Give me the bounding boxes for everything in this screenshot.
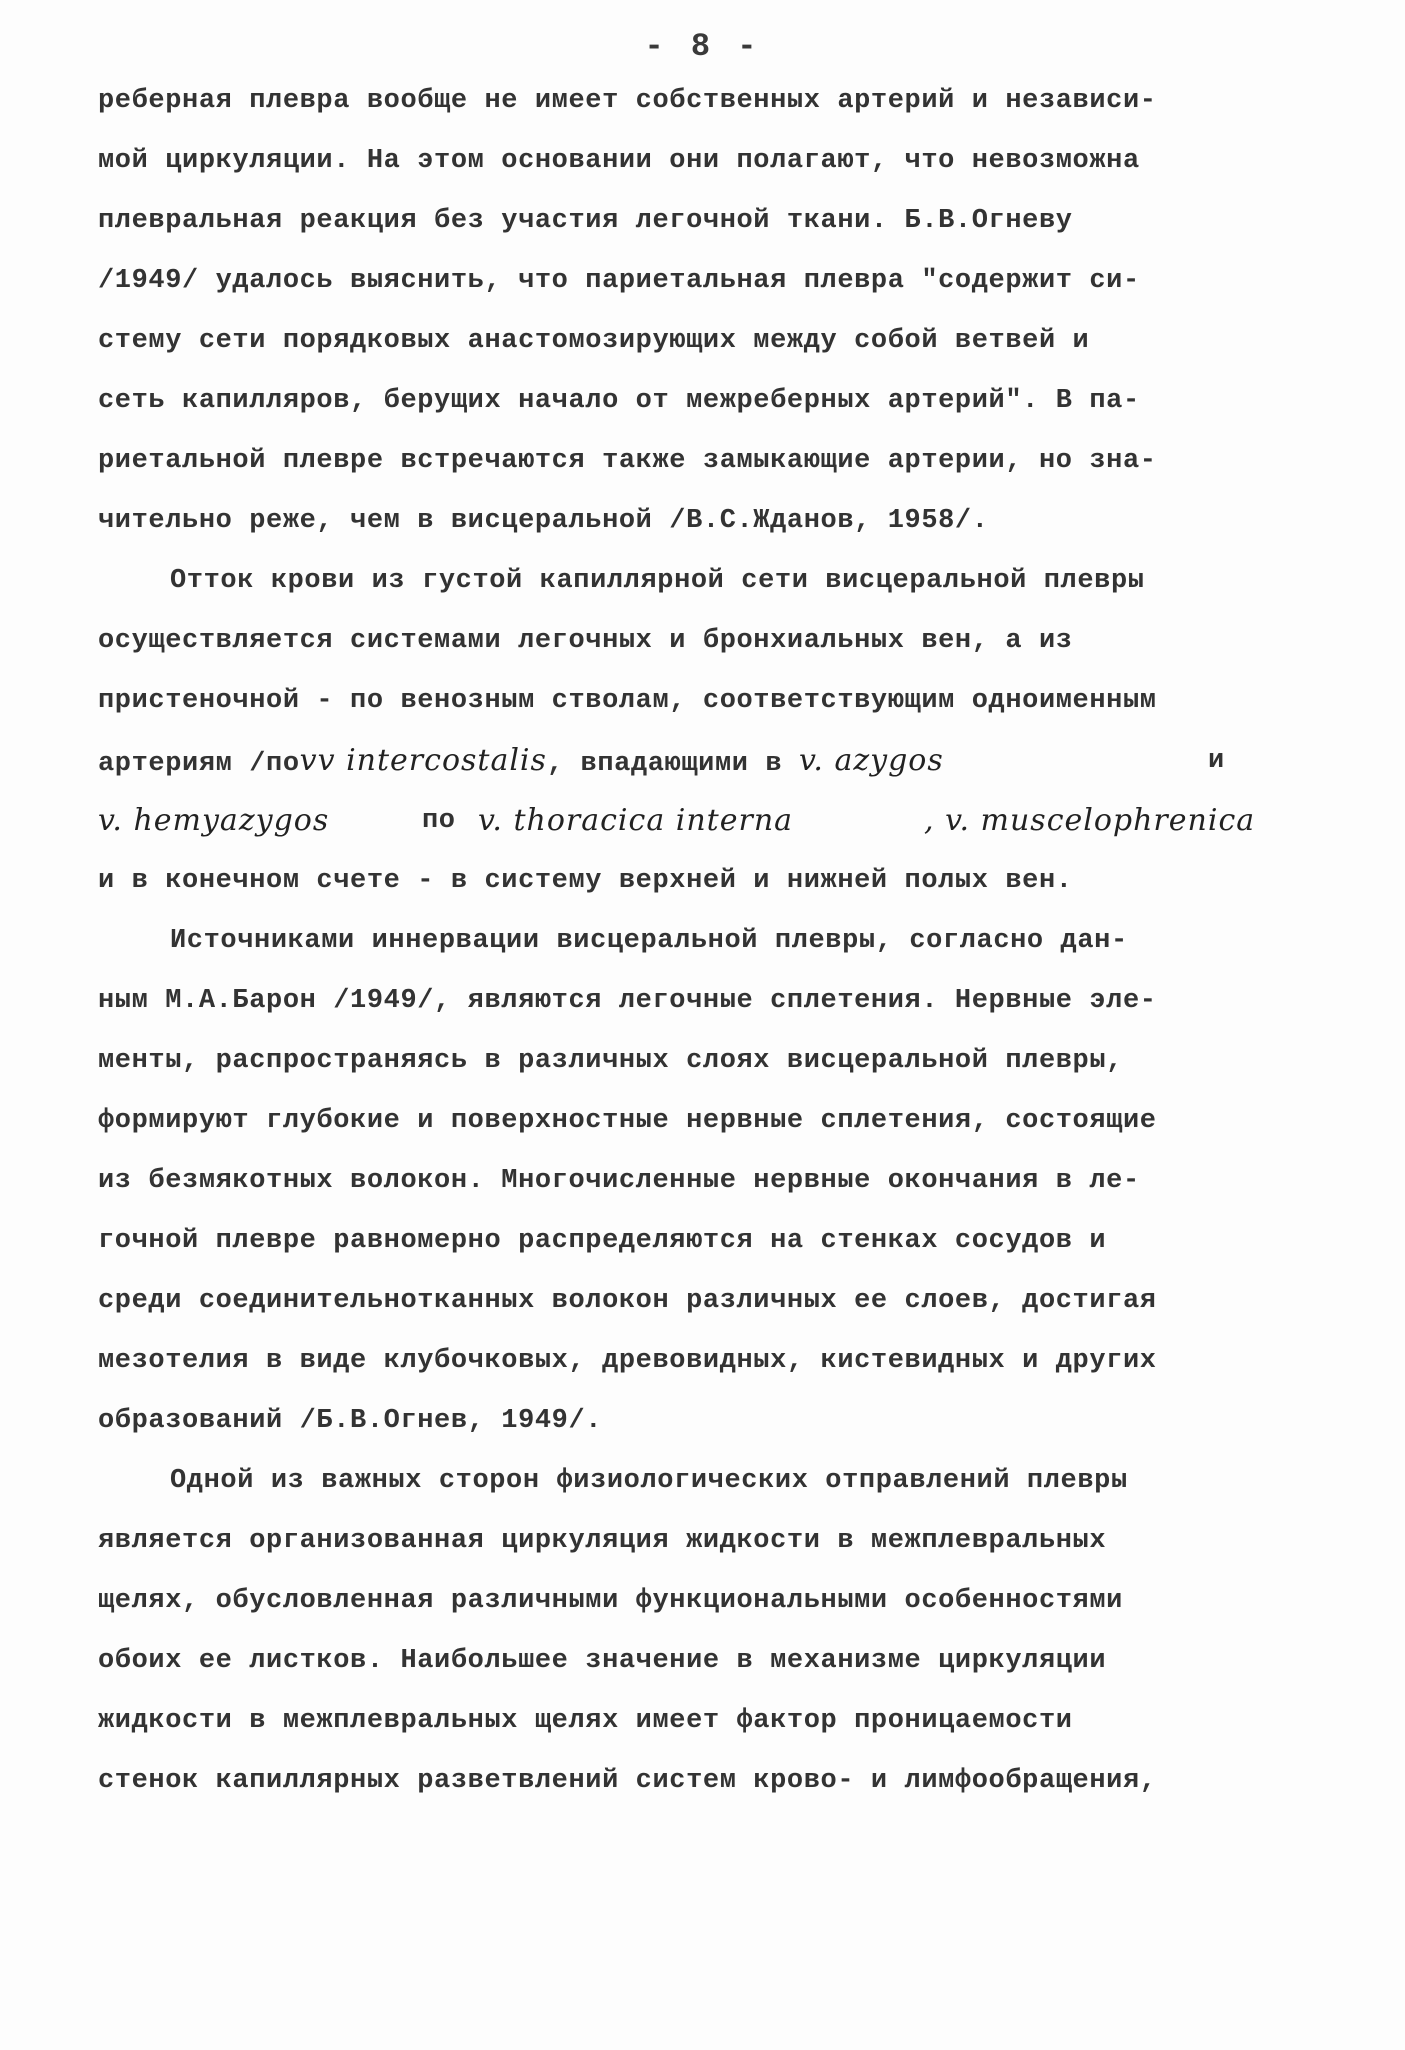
typed-fragment: по xyxy=(422,806,456,836)
page-number: - 8 - xyxy=(644,28,761,65)
text-line: осуществляется системами легочных и бронхиальных вен, а из xyxy=(98,626,1073,656)
typed-fragment: артериям /по xyxy=(98,749,300,779)
text-line: образований /Б.В.Огнев, 1949/. xyxy=(98,1406,603,1436)
text-line: ным М.А.Барон /1949/, являются легочные сплетения. Нервные эле- xyxy=(98,986,1157,1016)
text-line: жидкости в межплевральных щелях имеет фактор проницаемости xyxy=(98,1706,1073,1736)
text-line: является организованная циркуляция жидкости в межплевральных xyxy=(98,1526,1107,1556)
text-line: мой циркуляции. На этом основании они полагают, что невозможна xyxy=(98,146,1140,176)
text-line: мезотелия в виде клубочковых, древовидных, кистевидных и других xyxy=(98,1346,1157,1376)
typed-fragment: , впадающими в xyxy=(546,749,783,779)
text-line: менты, распространяясь в различных слоях висцеральной плевры, xyxy=(98,1046,1123,1076)
handwritten-annotation: , v. muscelophrenica xyxy=(924,803,1256,838)
handwritten-annotation: v. hemyazygos xyxy=(98,803,330,838)
handwritten-annotation: vv intercostalis xyxy=(299,743,547,778)
text-line: из безмякотных волокон. Многочисленные нервные окончания в ле- xyxy=(98,1166,1140,1196)
text-line: чительно реже, чем в висцеральной /В.С.Жданов, 1958/. xyxy=(98,506,989,536)
mixed-line xyxy=(98,744,1338,781)
text-line: Одной из важных сторон физиологических отправлений плевры xyxy=(170,1466,1128,1496)
text-line: щелях, обусловленная различными функциональными особенностями xyxy=(98,1586,1123,1616)
typed-fragment: и xyxy=(1208,746,1225,776)
text-line: сеть капилляров, берущих начало от межреберных артерий". В па- xyxy=(98,386,1140,416)
text-line: /1949/ удалось выяснить, что париетальная плевра "содержит си- xyxy=(98,266,1140,296)
text-line: стему сети порядковых анастомозирующих между собой ветвей и xyxy=(98,326,1090,356)
text-line: Источниками иннервации висцеральной плевры, согласно дан- xyxy=(170,926,1128,956)
text-line: гочной плевре равномерно распределяются на стенках сосудов и xyxy=(98,1226,1107,1256)
text-line: среди соединительнотканных волокон различных ее слоев, достигая xyxy=(98,1286,1157,1316)
handwritten-annotation: v. thoracica interna xyxy=(478,803,794,838)
text-line: стенок капиллярных разветвлений систем крово- и лимфообращения, xyxy=(98,1766,1157,1796)
text-line: пристеночной - по венозным стволам, соответствующим одноименным xyxy=(98,686,1157,716)
text-line: Отток крови из густой капиллярной сети висцеральной плевры xyxy=(170,566,1145,596)
text-line: реберная плевра вообще не имеет собственных артерий и независи- xyxy=(98,86,1157,116)
text-line: плевральная реакция без участия легочной ткани. Б.В.Огневу xyxy=(98,206,1073,236)
text-line: и в конечном счете - в систему верхней и нижней полых вен. xyxy=(98,866,1073,896)
text-line: риетальной плевре встречаются также замыкающие артерии, но зна- xyxy=(98,446,1157,476)
text-line: обоих ее листков. Наибольшее значение в механизме циркуляции xyxy=(98,1646,1107,1676)
text-line: формируют глубокие и поверхностные нервные сплетения, состоящие xyxy=(98,1106,1157,1136)
mixed-line xyxy=(98,804,1338,841)
handwritten-annotation: v. azygos xyxy=(799,743,944,778)
